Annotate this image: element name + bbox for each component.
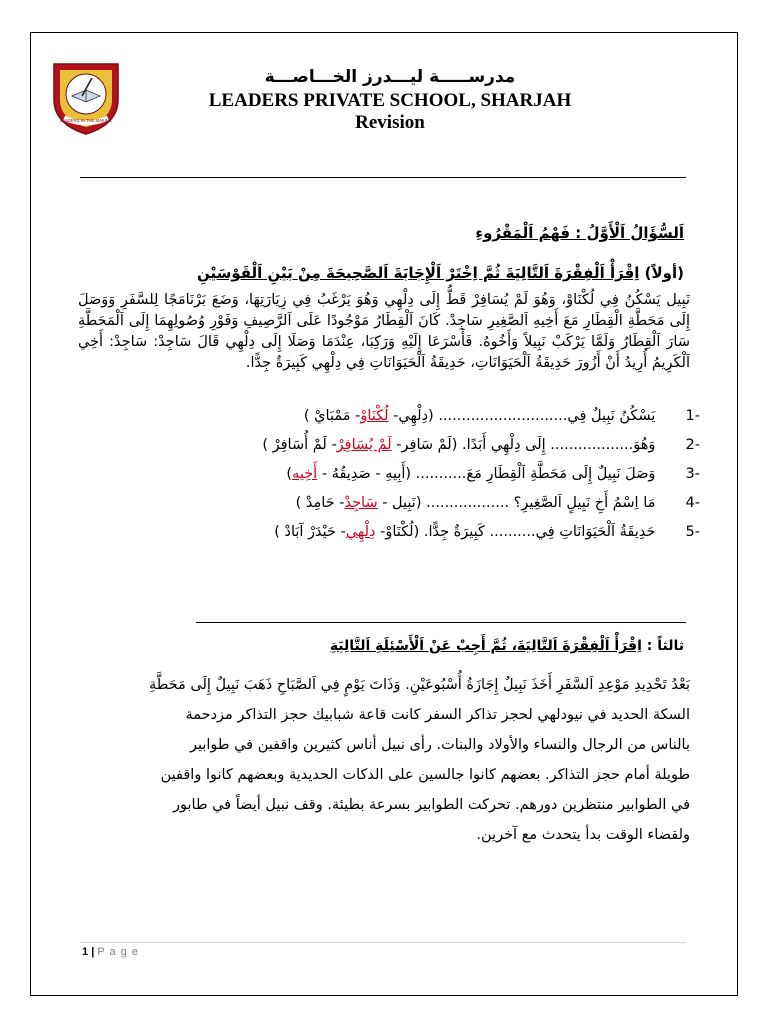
section-divider [196,622,686,623]
correct-answer: أَخِيه [292,466,318,482]
question-text: يَسْكُنُ نَبِيلٌ فِي............................ [438,408,656,424]
footer-divider [80,942,686,943]
passage-line: السكة الحديد في نيودلهي لحجز تذاكر السفر كانت قاعة شبابيك حجز التذاكر مزدحمة [185,707,690,723]
question-text: وَهُوَ.................. إِلَى دِلْهِي أَبَدًا. [461,437,656,453]
question-number: -4 [685,495,700,511]
correct-answer: دِلْهِي [345,524,376,540]
instruction-prefix: (أولاً) [644,264,684,282]
correct-answer: سَاجِدْ [344,495,378,511]
question-item [140,518,700,547]
page-number: 1 [82,946,89,958]
question-text: مَا اِسْمُ أَخِ نَبِيلٍ اَلصَّغِيرِ؟ .................. [426,495,656,511]
options-open: (نَبِيل - [377,495,422,511]
header-divider [80,177,686,178]
reading-passage: نَبِيل يَسْكُنُ فِي لُكْنَاوْ، وَهُوَ لَمْ يُسَافِرْ قَطُّ إِلَى دِلْهِي وَهُوَ يَرْغَبُ فِي زِيَارَتِهَا، وَضَعَ بَرْنَامَجًا لِلسَّفَرِ وَوَصَلَ إِلَى مَحَطَّةِ الْقِطَارِ مَعَ أَخِيهِ اَلصَّغِيرِ سَاجِدْ. كَانَ اَلْقِطَارُ مَوْجُودًا عَلَى اَلرَّصِيفِ وَفَوْرِ وُصُولِهِمَا إِلَى اَلْمَحَطَّةِ سَارَ اَلْقِطَارُ وَلَمَّا يَرْكَبْ نَبِيلاً وَأَخُوهُ. فَأَسْرَعَا إِلَيْهِ وَرَكِبَا، عِنْدَمَا وَصَلَا إِلَى دِلْهِي قَالَ سَاجِدْ: سَاجِدْ: أَخِي اَلْكَرِيمُ أُرِيدُ أَنْ أَزُورَ حَدِيقَةُ اَلْحَيَوَانَاتِ، حَدِيقَةُ اَلْحَيَوَانَاتِ فِي دِلْهِي كَبِيرَةٌ جِدًّا. [78,292,690,371]
question-item [140,489,700,518]
question-item [140,460,700,489]
options-close: - مَمْبَايْ ) [303,408,361,424]
options-open: (أَبِيهِ - صَدِيقُهُ - [317,466,412,482]
passage-line: طويلة أمام حجز التذاكر. بعضهم كانوا جالسين على الدكات الحديدية وبعضهم كانوا واقفين [160,767,690,783]
section1-heading: اَلسُّؤَالُ اَلْأَوَّلُ : فَهْمُ اَلْمَقْرُوءِ [475,224,684,242]
question-number: -3 [685,466,700,482]
options-close: - حَيْدَرْ آبَادْ ) [274,524,346,540]
options-open: (لُكْنَاوْ- [375,524,420,540]
document-subtitle: Revision [355,112,425,133]
school-logo [50,60,122,136]
section3-heading [330,638,684,654]
document-header [130,66,650,134]
options-open: (لَمْ سَافِر- [391,437,458,453]
school-name-arabic: مدرســـــة ليـــدرز الخـــاصـــة [264,67,516,87]
questions-list [140,402,700,547]
options-open: (دِلْهِي- [388,408,434,424]
section1-instruction [197,264,684,282]
passage-line: في الطوابير منتظرين دورهم. تحركت الطوابير بسرعة بطيئة. وقف نبيل أيضاً في طابور [173,797,690,813]
footer-separator: | [91,946,95,958]
passage-line: بالناس من الرجال والنساء والأولاد والبنات. رأى نبيل أناس كثيرين واقفين في طوابير [189,737,690,753]
passage-line: بَعْدُ تَحْدِيدِ مَوْعِدِ اَلسَّفَرِ أَخَذَ نَبِيلٌ إِجَازَةُ أُسْبُوعَيْنِ. وَذَاتَ يَوْمٍ فِي اَلصَّبَاحِ ذَهَبَ نَبِيلٌ إِلَى مَحَطَّةِ [148,677,690,693]
passage-line: ولقضاء الوقت بدأ يتحدث مع آخرين. [476,827,690,843]
reading-passage-2 [78,670,690,850]
logo-motto: LEADERS IN THE MAKING [59,118,113,123]
question-text: وَصَلَ نَبِيلٌ إِلَى مَحَطَّةِ اَلْقِطَارِ مَعَ........... [415,466,656,482]
correct-answer: لُكْنَاوْ [360,408,389,424]
question-number: -5 [685,524,700,540]
options-close: ) [286,466,293,482]
instruction-text: اِقْرَأْ اَلْفِقْرَةَ اَلتَّالِيَةَ ثُمَّ اِخْتَرْ اَلْإِجَابَةَ اَلصَّحِيحَةَ مِنْ بَيْنِ اَلْقَوْسَيْنِ [196,264,640,282]
question-text: حَدِيقَةُ اَلْحَيَوَانَاتِ فِي.......... كَبِيرَةٌ جِدًّا. [423,524,656,540]
page-label: P a g e [97,946,139,958]
correct-answer: لَمْ يُسَافِرْ [336,437,392,453]
question-number: -1 [685,408,700,424]
question-number: -2 [685,437,700,453]
options-close: - لَمْ أُسَافِرْ ) [262,437,337,453]
options-close: - حَامِدْ ) [295,495,345,511]
section3-prefix: ثالثاً : [646,638,684,654]
question-item [140,402,700,431]
school-name-english: LEADERS PRIVATE SCHOOL, SHARJAH [208,90,572,111]
question-item [140,431,700,460]
section3-instruction: اِقْرَأْ اَلْفِقْرَةَ اَلتَّالِيَةَ، ثُمَّ أَجِبْ عَنْ اَلْأَسْئِلَةِ اَلتَّالِيَةِ [329,638,642,654]
page-footer [82,946,139,958]
